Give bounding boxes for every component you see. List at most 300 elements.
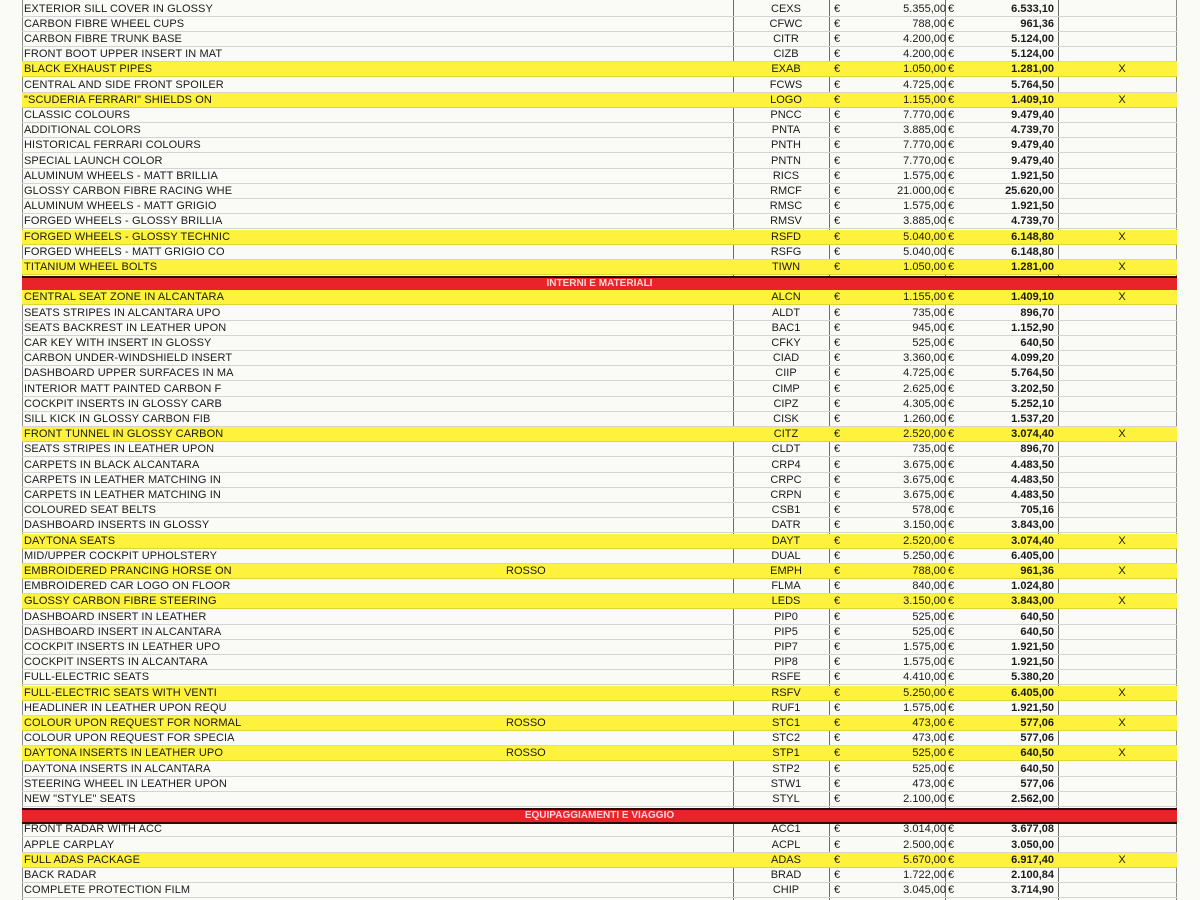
gross-price: 6.533,10 [1011, 2, 1054, 15]
option-description: ALUMINUM WHEELS - MATT BRILLIA [24, 169, 218, 182]
currency-symbol: € [834, 610, 841, 623]
option-row [22, 564, 1177, 579]
option-code: CRPC [770, 473, 802, 486]
gross-price: 9.479,40 [1011, 108, 1054, 121]
currency-symbol: € [948, 792, 955, 805]
option-color-note: ROSSO [506, 716, 546, 729]
gross-price: 640,50 [1020, 610, 1054, 623]
option-code: RSFD [771, 230, 801, 243]
option-code: RSFG [770, 245, 802, 258]
option-description: CENTRAL SEAT ZONE IN ALCANTARA [24, 291, 225, 304]
net-price: 1.050,00 [903, 63, 946, 76]
option-description: COMPLETE PROTECTION FILM [24, 884, 191, 897]
net-price: 1.575,00 [903, 640, 946, 653]
option-row [22, 184, 1177, 199]
currency-symbol: € [834, 48, 841, 61]
net-price: 2.500,00 [903, 838, 946, 851]
option-description: FULL-ELECTRIC SEATS [24, 671, 150, 684]
currency-symbol: € [948, 838, 955, 851]
option-code: ADAS [771, 853, 801, 866]
gross-price: 6.405,00 [1011, 549, 1054, 562]
option-code: ACC1 [771, 823, 801, 836]
currency-symbol: € [834, 215, 841, 228]
net-price: 4.725,00 [903, 78, 946, 91]
currency-symbol: € [834, 291, 841, 304]
currency-symbol: € [948, 397, 955, 410]
option-description: COCKPIT INSERTS IN LEATHER UPO [24, 640, 221, 653]
currency-symbol: € [948, 701, 955, 714]
option-code: PIP0 [774, 610, 798, 623]
net-price: 3.675,00 [903, 458, 946, 471]
selected-mark: X [1118, 686, 1126, 699]
gross-price: 1.921,50 [1011, 701, 1054, 714]
option-row [22, 351, 1177, 366]
currency-symbol: € [834, 397, 841, 410]
currency-symbol: € [834, 200, 841, 213]
net-price: 1.260,00 [903, 412, 946, 425]
option-row [22, 670, 1177, 685]
net-price: 735,00 [912, 306, 946, 319]
option-row [22, 78, 1177, 93]
option-row [22, 366, 1177, 381]
currency-symbol: € [834, 656, 841, 669]
currency-symbol: € [948, 124, 955, 137]
gross-price: 3.843,00 [1011, 519, 1054, 532]
net-price: 5.250,00 [903, 686, 946, 699]
option-description: DAYTONA SEATS [24, 534, 116, 547]
option-description: APPLE CARPLAY [24, 838, 115, 851]
option-row [22, 382, 1177, 397]
gross-price: 640,50 [1020, 625, 1054, 638]
option-row [22, 746, 1177, 761]
net-price: 1.155,00 [903, 291, 946, 304]
gross-price: 1.921,50 [1011, 640, 1054, 653]
currency-symbol: € [948, 412, 955, 425]
option-row [22, 169, 1177, 184]
currency-symbol: € [948, 367, 955, 380]
net-price: 945,00 [912, 321, 946, 334]
currency-symbol: € [948, 428, 955, 441]
option-row [22, 640, 1177, 655]
net-price: 1.722,00 [903, 868, 946, 881]
option-row [22, 62, 1177, 77]
currency-symbol: € [948, 716, 955, 729]
option-description: FORGED WHEELS - MATT GRIGIO CO [24, 245, 225, 258]
option-row [22, 93, 1177, 108]
net-price: 4.410,00 [903, 671, 946, 684]
currency-symbol: € [834, 93, 841, 106]
option-description: BLACK EXHAUST PIPES [24, 63, 153, 76]
net-price: 1.575,00 [903, 656, 946, 669]
currency-symbol: € [948, 200, 955, 213]
net-price: 735,00 [912, 443, 946, 456]
option-code: STW1 [770, 777, 802, 790]
net-price: 4.305,00 [903, 397, 946, 410]
currency-symbol: € [834, 336, 841, 349]
option-code: DAYT [771, 534, 801, 547]
option-row [22, 594, 1177, 609]
gross-price: 4.483,50 [1011, 458, 1054, 471]
currency-symbol: € [834, 838, 841, 851]
currency-symbol: € [948, 549, 955, 562]
gross-price: 2.562,00 [1011, 792, 1054, 805]
currency-symbol: € [834, 625, 841, 638]
option-color-note: ROSSO [506, 747, 546, 760]
currency-symbol: € [948, 336, 955, 349]
gross-price: 1.152,90 [1011, 321, 1054, 334]
net-price: 525,00 [912, 762, 946, 775]
selected-mark: X [1118, 853, 1126, 866]
currency-symbol: € [834, 17, 841, 30]
gross-price: 1.281,00 [1011, 63, 1054, 76]
gross-price: 1.921,50 [1011, 200, 1054, 213]
gross-price: 577,06 [1020, 716, 1054, 729]
option-code: CFWC [769, 17, 803, 30]
gross-price: 3.843,00 [1011, 595, 1054, 608]
option-code: STP2 [772, 762, 800, 775]
currency-symbol: € [834, 78, 841, 91]
currency-symbol: € [948, 656, 955, 669]
currency-symbol: € [948, 78, 955, 91]
currency-symbol: € [948, 93, 955, 106]
currency-symbol: € [834, 32, 841, 45]
currency-symbol: € [834, 367, 841, 380]
currency-symbol: € [834, 686, 841, 699]
option-code: FCWS [769, 78, 803, 91]
gross-price: 1.409,10 [1011, 93, 1054, 106]
option-description: CARBON FIBRE WHEEL CUPS [24, 17, 185, 30]
option-code: RSFE [771, 671, 801, 684]
option-row [22, 199, 1177, 214]
currency-symbol: € [834, 169, 841, 182]
option-row [22, 458, 1177, 473]
option-row [22, 32, 1177, 47]
option-description: "SCUDERIA FERRARI" SHIELDS ON [24, 93, 212, 106]
option-code: LOGO [770, 93, 802, 106]
currency-symbol: € [948, 352, 955, 365]
selected-mark: X [1118, 534, 1126, 547]
option-description: DASHBOARD INSERTS IN GLOSSY [24, 519, 210, 532]
option-description: HISTORICAL FERRARI COLOURS [24, 139, 201, 152]
option-row [22, 108, 1177, 123]
currency-symbol: € [834, 458, 841, 471]
selected-mark: X [1118, 564, 1126, 577]
currency-symbol: € [834, 777, 841, 790]
option-code: CITZ [773, 428, 799, 441]
option-row [22, 701, 1177, 716]
option-description: CENTRAL AND SIDE FRONT SPOILER [24, 78, 224, 91]
gross-price: 6.148,80 [1011, 245, 1054, 258]
option-code: CSB1 [771, 504, 801, 517]
option-row [22, 321, 1177, 336]
net-price: 473,00 [912, 777, 946, 790]
option-description: FULL ADAS PACKAGE [24, 853, 141, 866]
currency-symbol: € [834, 321, 841, 334]
currency-symbol: € [834, 732, 841, 745]
option-code: LEDS [771, 595, 801, 608]
option-description: DASHBOARD UPPER SURFACES IN MA [24, 367, 234, 380]
net-price: 788,00 [912, 564, 946, 577]
currency-symbol: € [834, 762, 841, 775]
option-row [22, 397, 1177, 412]
selected-mark: X [1118, 291, 1126, 304]
option-row [22, 716, 1177, 731]
currency-symbol: € [834, 124, 841, 137]
currency-symbol: € [948, 458, 955, 471]
currency-symbol: € [834, 306, 841, 319]
option-description: SEATS STRIPES IN LEATHER UPON [24, 443, 215, 456]
option-description: COLOUR UPON REQUEST FOR SPECIA [24, 732, 235, 745]
option-description: FORGED WHEELS - GLOSSY TECHNIC [24, 230, 231, 243]
gross-price: 3.050,00 [1011, 838, 1054, 851]
option-description: CARBON FIBRE TRUNK BASE [24, 32, 182, 45]
gross-price: 5.124,00 [1011, 32, 1054, 45]
currency-symbol: € [948, 108, 955, 121]
option-code: CFKY [771, 336, 801, 349]
gross-price: 1.921,50 [1011, 656, 1054, 669]
net-price: 1.575,00 [903, 200, 946, 213]
currency-symbol: € [834, 564, 841, 577]
option-code: DATR [771, 519, 801, 532]
currency-symbol: € [948, 139, 955, 152]
net-price: 788,00 [912, 17, 946, 30]
net-price: 2.100,00 [903, 792, 946, 805]
gross-price: 1.537,20 [1011, 412, 1054, 425]
currency-symbol: € [948, 595, 955, 608]
net-price: 1.155,00 [903, 93, 946, 106]
gross-price: 2.100,84 [1011, 868, 1054, 881]
gross-price: 3.202,50 [1011, 382, 1054, 395]
option-row [22, 686, 1177, 701]
currency-symbol: € [948, 488, 955, 501]
option-code: STYL [772, 792, 800, 805]
currency-symbol: € [948, 32, 955, 45]
option-code: CIMP [772, 382, 800, 395]
option-code: CIIP [775, 367, 797, 380]
gross-price: 6.405,00 [1011, 686, 1054, 699]
option-row [22, 412, 1177, 427]
option-description: SEATS STRIPES IN ALCANTARA UPO [24, 306, 221, 319]
currency-symbol: € [948, 640, 955, 653]
option-row [22, 853, 1177, 868]
net-price: 21.000,00 [897, 184, 946, 197]
currency-symbol: € [948, 610, 955, 623]
option-row [22, 579, 1177, 594]
net-price: 3.885,00 [903, 215, 946, 228]
option-description: EXTERIOR SILL COVER IN GLOSSY [24, 2, 213, 15]
currency-symbol: € [834, 428, 841, 441]
option-description: BACK RADAR [24, 868, 97, 881]
option-code: CIPZ [773, 397, 799, 410]
option-code: PIP7 [774, 640, 798, 653]
option-code: CHIP [772, 884, 800, 897]
currency-symbol: € [834, 640, 841, 653]
option-row [22, 534, 1177, 549]
gross-price: 9.479,40 [1011, 139, 1054, 152]
option-code: RMSC [769, 200, 803, 213]
currency-symbol: € [948, 732, 955, 745]
gross-price: 640,50 [1020, 762, 1054, 775]
option-code: BAC1 [771, 321, 801, 334]
option-row [22, 731, 1177, 746]
currency-symbol: € [834, 701, 841, 714]
net-price: 578,00 [912, 504, 946, 517]
net-price: 473,00 [912, 732, 946, 745]
net-price: 525,00 [912, 610, 946, 623]
currency-symbol: € [834, 352, 841, 365]
gross-price: 1.024,80 [1011, 580, 1054, 593]
option-description: SEATS BACKREST IN LEATHER UPON [24, 321, 227, 334]
option-code: DUAL [771, 549, 801, 562]
option-description: HEADLINER IN LEATHER UPON REQU [24, 701, 227, 714]
option-code: RMSV [770, 215, 802, 228]
currency-symbol: € [948, 686, 955, 699]
gross-price: 1.281,00 [1011, 260, 1054, 273]
option-description: FRONT BOOT UPPER INSERT IN MAT [24, 48, 223, 61]
currency-symbol: € [948, 504, 955, 517]
currency-symbol: € [948, 519, 955, 532]
currency-symbol: € [948, 777, 955, 790]
currency-symbol: € [948, 823, 955, 836]
currency-symbol: € [948, 382, 955, 395]
option-row [22, 214, 1177, 229]
net-price: 3.360,00 [903, 352, 946, 365]
net-price: 3.150,00 [903, 595, 946, 608]
currency-symbol: € [834, 184, 841, 197]
gross-price: 9.479,40 [1011, 154, 1054, 167]
option-row [22, 838, 1177, 853]
option-row [22, 427, 1177, 442]
option-description: NEW "STYLE" SEATS [24, 792, 136, 805]
currency-symbol: € [948, 17, 955, 30]
net-price: 3.885,00 [903, 124, 946, 137]
option-code: PNTN [771, 154, 801, 167]
net-price: 3.675,00 [903, 473, 946, 486]
option-row [22, 154, 1177, 169]
option-row [22, 518, 1177, 533]
section-header: INTERNI E MATERIALI [22, 276, 1177, 292]
option-description: FRONT TUNNEL IN GLOSSY CARBON [24, 428, 224, 441]
selected-mark: X [1118, 63, 1126, 76]
option-description: CAR KEY WITH INSERT IN GLOSSY [24, 336, 212, 349]
net-price: 2.520,00 [903, 428, 946, 441]
net-price: 2.625,00 [903, 382, 946, 395]
currency-symbol: € [948, 671, 955, 684]
net-price: 525,00 [912, 747, 946, 760]
currency-symbol: € [834, 230, 841, 243]
selected-mark: X [1118, 260, 1126, 273]
option-code: STC2 [771, 732, 801, 745]
option-description: DAYTONA INSERTS IN ALCANTARA [24, 762, 211, 775]
net-price: 3.675,00 [903, 488, 946, 501]
selected-mark: X [1118, 93, 1126, 106]
currency-symbol: € [834, 63, 841, 76]
option-row [22, 625, 1177, 640]
gross-price: 640,50 [1020, 336, 1054, 349]
gross-price: 577,06 [1020, 777, 1054, 790]
option-description: CLASSIC COLOURS [24, 108, 131, 121]
option-description: STEERING WHEEL IN LEATHER UPON [24, 777, 227, 790]
net-price: 2.520,00 [903, 534, 946, 547]
currency-symbol: € [834, 823, 841, 836]
option-row [22, 777, 1177, 792]
gross-price: 5.764,50 [1011, 78, 1054, 91]
currency-symbol: € [834, 534, 841, 547]
net-price: 840,00 [912, 580, 946, 593]
option-description: CARBON UNDER-WINDSHIELD INSERT [24, 352, 233, 365]
option-description: INTERIOR MATT PAINTED CARBON F [24, 382, 222, 395]
net-price: 4.200,00 [903, 48, 946, 61]
gross-price: 961,36 [1020, 564, 1054, 577]
net-price: 473,00 [912, 716, 946, 729]
net-price: 5.250,00 [903, 549, 946, 562]
net-price: 1.575,00 [903, 701, 946, 714]
gross-price: 896,70 [1020, 443, 1054, 456]
option-code: CLDT [771, 443, 801, 456]
option-code: CRP4 [771, 458, 801, 471]
net-price: 4.200,00 [903, 32, 946, 45]
currency-symbol: € [948, 245, 955, 258]
currency-symbol: € [834, 792, 841, 805]
currency-symbol: € [948, 184, 955, 197]
option-code: EMPH [770, 564, 802, 577]
gross-price: 5.124,00 [1011, 48, 1054, 61]
option-description: DAYTONA INSERTS IN LEATHER UPO [24, 747, 224, 760]
currency-symbol: € [948, 564, 955, 577]
currency-symbol: € [948, 534, 955, 547]
currency-symbol: € [834, 245, 841, 258]
selected-mark: X [1118, 747, 1126, 760]
option-code: STC1 [771, 716, 801, 729]
option-description: ADDITIONAL COLORS [24, 124, 141, 137]
option-row [22, 792, 1177, 807]
currency-symbol: € [948, 2, 955, 15]
option-code: FLMA [771, 580, 801, 593]
net-price: 3.150,00 [903, 519, 946, 532]
option-row [22, 336, 1177, 351]
option-description: DASHBOARD INSERT IN ALCANTARA [24, 625, 222, 638]
currency-symbol: € [948, 291, 955, 304]
option-description: FORGED WHEELS - GLOSSY BRILLIA [24, 215, 223, 228]
option-code: STP1 [772, 747, 800, 760]
currency-symbol: € [834, 139, 841, 152]
currency-symbol: € [834, 2, 841, 15]
option-description: COLOUR UPON REQUEST FOR NORMAL [24, 716, 242, 729]
option-description: SPECIAL LAUNCH COLOR [24, 154, 163, 167]
gross-price: 3.677,08 [1011, 823, 1054, 836]
option-code: RSFV [771, 686, 801, 699]
gross-price: 3.714,90 [1011, 884, 1054, 897]
net-price: 5.040,00 [903, 230, 946, 243]
gross-price: 3.074,40 [1011, 428, 1054, 441]
option-row [22, 123, 1177, 138]
selected-mark: X [1118, 595, 1126, 608]
currency-symbol: € [834, 580, 841, 593]
option-code: PNTA [771, 124, 801, 137]
selected-mark: X [1118, 230, 1126, 243]
net-price: 525,00 [912, 625, 946, 638]
option-description: TITANIUM WHEEL BOLTS [24, 260, 158, 273]
gross-price: 5.380,20 [1011, 671, 1054, 684]
option-code: RICS [772, 169, 800, 182]
currency-symbol: € [834, 549, 841, 562]
currency-symbol: € [948, 48, 955, 61]
currency-symbol: € [948, 154, 955, 167]
currency-symbol: € [948, 762, 955, 775]
gross-price: 4.099,20 [1011, 352, 1054, 365]
gross-price: 5.764,50 [1011, 367, 1054, 380]
option-description: EMBROIDERED CAR LOGO ON FLOOR [24, 580, 231, 593]
